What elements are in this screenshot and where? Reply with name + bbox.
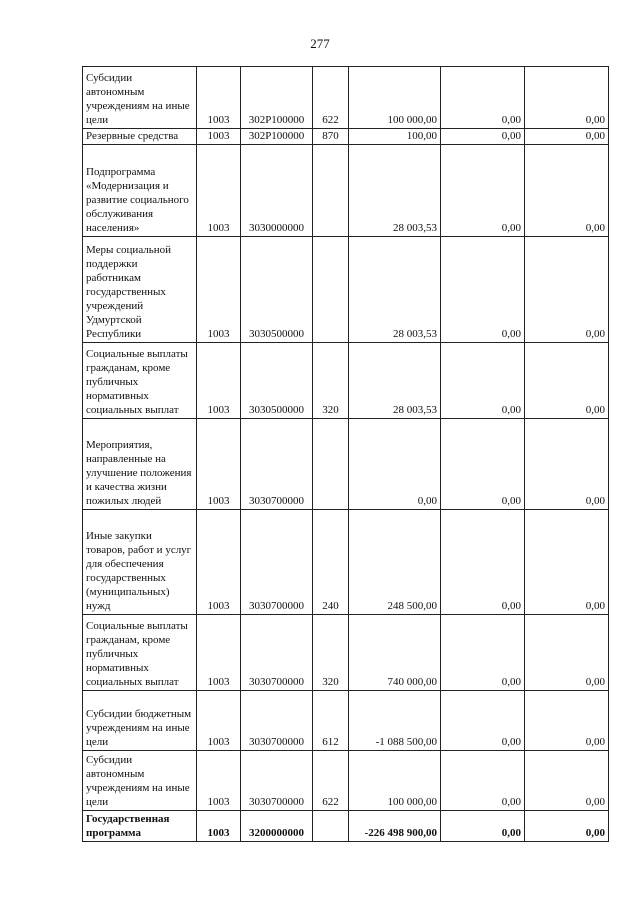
row-target-code: 3030700000 (241, 751, 313, 811)
row-name: Меры социальной поддержки работникам государственных учреждений Удмуртской Республики (83, 237, 197, 343)
row-amount: 100 000,00 (349, 751, 441, 811)
row-amount: 740 000,00 (349, 615, 441, 691)
row-expense-type: 320 (313, 343, 349, 419)
row-name: Субсидии бюджетным учреждениям на иные цели (83, 691, 197, 751)
row-value-2: 0,00 (441, 615, 525, 691)
row-value-2: 0,00 (441, 67, 525, 129)
row-name: Государственная программа (83, 811, 197, 842)
row-name: Социальные выплаты гражданам, кроме публичных нормативных социальных выплат (83, 615, 197, 691)
row-expense-type: 240 (313, 510, 349, 615)
row-value-2: 0,00 (441, 691, 525, 751)
row-value-2: 0,00 (441, 145, 525, 237)
row-amount: 0,00 (349, 419, 441, 510)
row-expense-type (313, 419, 349, 510)
row-target-code: 3030700000 (241, 510, 313, 615)
row-name: Иные закупки товаров, работ и услуг для обеспечения государственных (муниципальных) нужд (83, 510, 197, 615)
row-value-3: 0,00 (525, 510, 609, 615)
row-name: Подпрограмма «Модернизация и развитие социального обслуживания населения» (83, 145, 197, 237)
row-expense-type: 622 (313, 67, 349, 129)
row-amount: -226 498 900,00 (349, 811, 441, 842)
row-value-3: 0,00 (525, 691, 609, 751)
row-name: Резервные средства (83, 129, 197, 145)
table-row (83, 510, 609, 615)
row-value-3: 0,00 (525, 145, 609, 237)
row-section: 1003 (197, 811, 241, 842)
row-expense-type: 870 (313, 129, 349, 145)
row-target-code: 3030500000 (241, 343, 313, 419)
row-amount: 28 003,53 (349, 343, 441, 419)
row-target-code: 3030500000 (241, 237, 313, 343)
row-value-3: 0,00 (525, 129, 609, 145)
row-value-3: 0,00 (525, 419, 609, 510)
row-section: 1003 (197, 145, 241, 237)
row-value-2: 0,00 (441, 811, 525, 842)
page-number: 277 (310, 36, 330, 51)
table-row (83, 751, 609, 811)
row-section: 1003 (197, 67, 241, 129)
row-section: 1003 (197, 419, 241, 510)
row-expense-type: 612 (313, 691, 349, 751)
row-amount: 28 003,53 (349, 237, 441, 343)
row-amount: 100 000,00 (349, 67, 441, 129)
row-name: Субсидии автономным учреждениям на иные цели (83, 751, 197, 811)
table-row (83, 129, 609, 145)
row-section: 1003 (197, 237, 241, 343)
row-value-2: 0,00 (441, 237, 525, 343)
row-value-2: 0,00 (441, 510, 525, 615)
row-amount: 100,00 (349, 129, 441, 145)
row-name: Мероприятия, направленные на улучшение положения и качества жизни пожилых людей (83, 419, 197, 510)
row-target-code: 3030700000 (241, 615, 313, 691)
row-section: 1003 (197, 691, 241, 751)
table-row (83, 343, 609, 419)
row-value-2: 0,00 (441, 419, 525, 510)
row-section: 1003 (197, 343, 241, 419)
row-value-2: 0,00 (441, 129, 525, 145)
row-value-3: 0,00 (525, 811, 609, 842)
row-value-3: 0,00 (525, 237, 609, 343)
row-amount: 248 500,00 (349, 510, 441, 615)
budget-table-body (83, 67, 609, 842)
row-section: 1003 (197, 510, 241, 615)
row-value-2: 0,00 (441, 343, 525, 419)
table-row (83, 811, 609, 842)
row-value-3: 0,00 (525, 67, 609, 129)
row-target-code: 3200000000 (241, 811, 313, 842)
table-row (83, 237, 609, 343)
row-amount: 28 003,53 (349, 145, 441, 237)
row-expense-type: 320 (313, 615, 349, 691)
row-target-code: 3030000000 (241, 145, 313, 237)
table-row (83, 615, 609, 691)
row-target-code: 3030700000 (241, 419, 313, 510)
row-value-3: 0,00 (525, 615, 609, 691)
table-row (83, 67, 609, 129)
row-expense-type (313, 237, 349, 343)
table-row (83, 419, 609, 510)
row-section: 1003 (197, 129, 241, 145)
row-expense-type: 622 (313, 751, 349, 811)
row-expense-type (313, 811, 349, 842)
row-section: 1003 (197, 751, 241, 811)
row-target-code: 302Р100000 (241, 129, 313, 145)
row-target-code: 302Р100000 (241, 67, 313, 129)
row-expense-type (313, 145, 349, 237)
row-value-2: 0,00 (441, 751, 525, 811)
row-value-3: 0,00 (525, 343, 609, 419)
row-section: 1003 (197, 615, 241, 691)
budget-table (82, 66, 609, 842)
row-target-code: 3030700000 (241, 691, 313, 751)
row-amount: -1 088 500,00 (349, 691, 441, 751)
table-row (83, 145, 609, 237)
row-name: Социальные выплаты гражданам, кроме публичных нормативных социальных выплат (83, 343, 197, 419)
row-name: Субсидии автономным учреждениям на иные цели (83, 67, 197, 129)
row-value-3: 0,00 (525, 751, 609, 811)
table-row (83, 691, 609, 751)
